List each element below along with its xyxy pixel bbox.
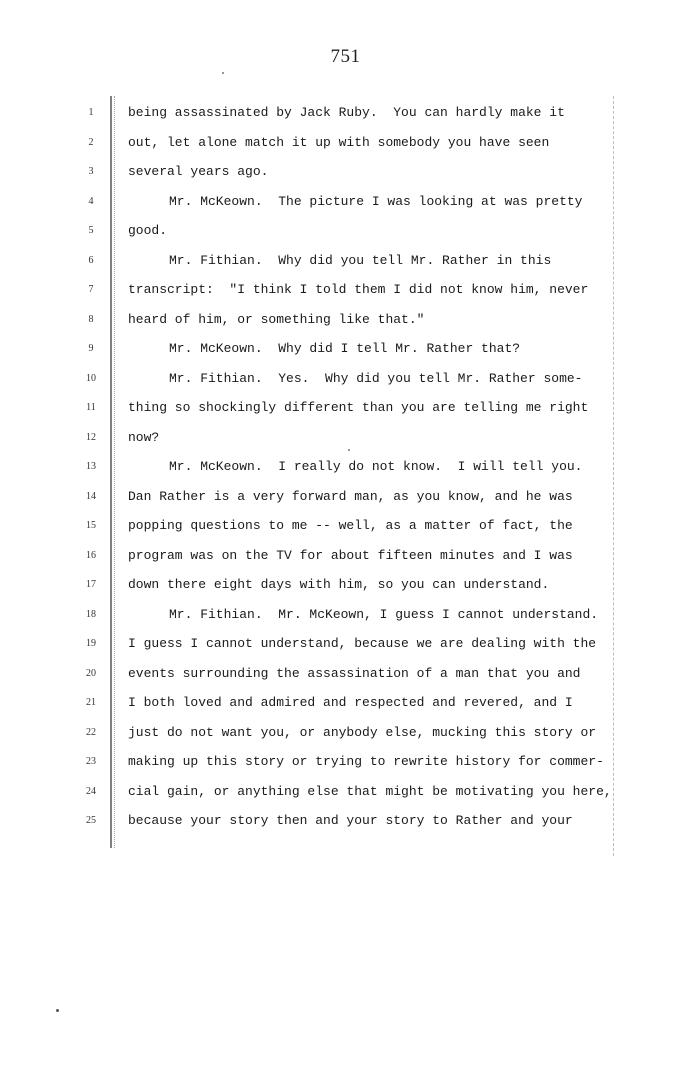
line-number: 2	[88, 136, 94, 148]
line-number: 5	[88, 225, 94, 236]
line-number: 18	[86, 608, 96, 620]
line-number-column	[80, 104, 102, 842]
margin-speck	[56, 1009, 59, 1012]
transcript-line: events surrounding the assassination of a man that you and	[128, 665, 581, 681]
transcript-line: Mr. McKeown. Why did I tell Mr. Rather that?	[169, 341, 521, 356]
scan-speck	[222, 72, 224, 74]
line-number: 24	[86, 785, 96, 797]
transcript-line: Mr. Fithian. Why did you tell Mr. Rather in this	[169, 252, 552, 268]
transcript-line: Mr. McKeown. The picture I was looking at was pretty	[169, 193, 583, 209]
transcript-line: being assassinated by Jack Ruby. You can hardly make it	[128, 105, 565, 120]
line-number: 25	[86, 815, 96, 826]
transcript-line: now?	[128, 429, 160, 445]
line-number: 1	[88, 107, 94, 118]
transcript-line: just do not want you, or anybody else, mucking this story or	[128, 724, 597, 740]
line-number: 21	[86, 697, 96, 708]
transcript-line: cial gain, or anything else that might be motivating you here,	[128, 783, 612, 799]
line-number: 20	[86, 667, 96, 679]
transcript-line: down there eight days with him, so you can understand.	[128, 577, 550, 592]
line-number: 6	[88, 254, 94, 266]
line-number: 4	[88, 195, 94, 207]
line-number: 12	[86, 431, 96, 443]
transcript-body	[128, 104, 618, 842]
line-number: 10	[86, 372, 96, 384]
line-number: 16	[86, 549, 96, 561]
line-number: 14	[86, 490, 96, 502]
line-number: 11	[86, 402, 96, 413]
line-number: 17	[86, 579, 96, 590]
transcript-line: thing so shockingly different than you are telling me right	[128, 400, 589, 415]
line-number: 3	[88, 166, 94, 177]
line-number: 8	[88, 313, 94, 325]
transcript-line: making up this story or trying to rewrite history for commer-	[128, 754, 604, 769]
line-number: 15	[86, 520, 96, 531]
transcript-line: I guess I cannot understand, because we are dealing with the	[128, 636, 597, 651]
transcript-line: Mr. Fithian. Mr. McKeown, I guess I cannot understand.	[169, 606, 599, 622]
line-number: 19	[86, 638, 96, 649]
line-number: 23	[86, 756, 96, 767]
transcript-line: good.	[128, 223, 168, 238]
transcript-line: transcript: "I think I told them I did not know him, never	[128, 282, 589, 297]
scan-speck	[348, 449, 350, 451]
transcript-line: I both loved and admired and respected and revered, and I	[128, 695, 573, 710]
page-number: 751	[330, 46, 361, 67]
transcript-line: heard of him, or something like that."	[128, 311, 425, 327]
line-number: 22	[86, 726, 96, 738]
transcript-line: Mr. Fithian. Yes. Why did you tell Mr. Rather some-	[169, 370, 583, 386]
line-number: 13	[86, 461, 96, 472]
line-number: 9	[88, 343, 94, 354]
transcript-line: Mr. McKeown. I really do not know. I will tell you.	[169, 459, 583, 474]
transcript-line: out, let alone match it up with somebody you have seen	[128, 134, 550, 150]
transcript-line: because your story then and your story to Rather and your	[128, 813, 573, 828]
transcript-line: several years ago.	[128, 164, 269, 179]
transcript-line: program was on the TV for about fifteen minutes and I was	[128, 547, 573, 563]
transcript-line: Dan Rather is a very forward man, as you know, and he was	[128, 488, 573, 504]
line-number: 7	[88, 284, 94, 295]
left-margin-rule-inner	[114, 96, 116, 848]
transcript-line: popping questions to me -- well, as a matter of fact, the	[128, 518, 573, 533]
